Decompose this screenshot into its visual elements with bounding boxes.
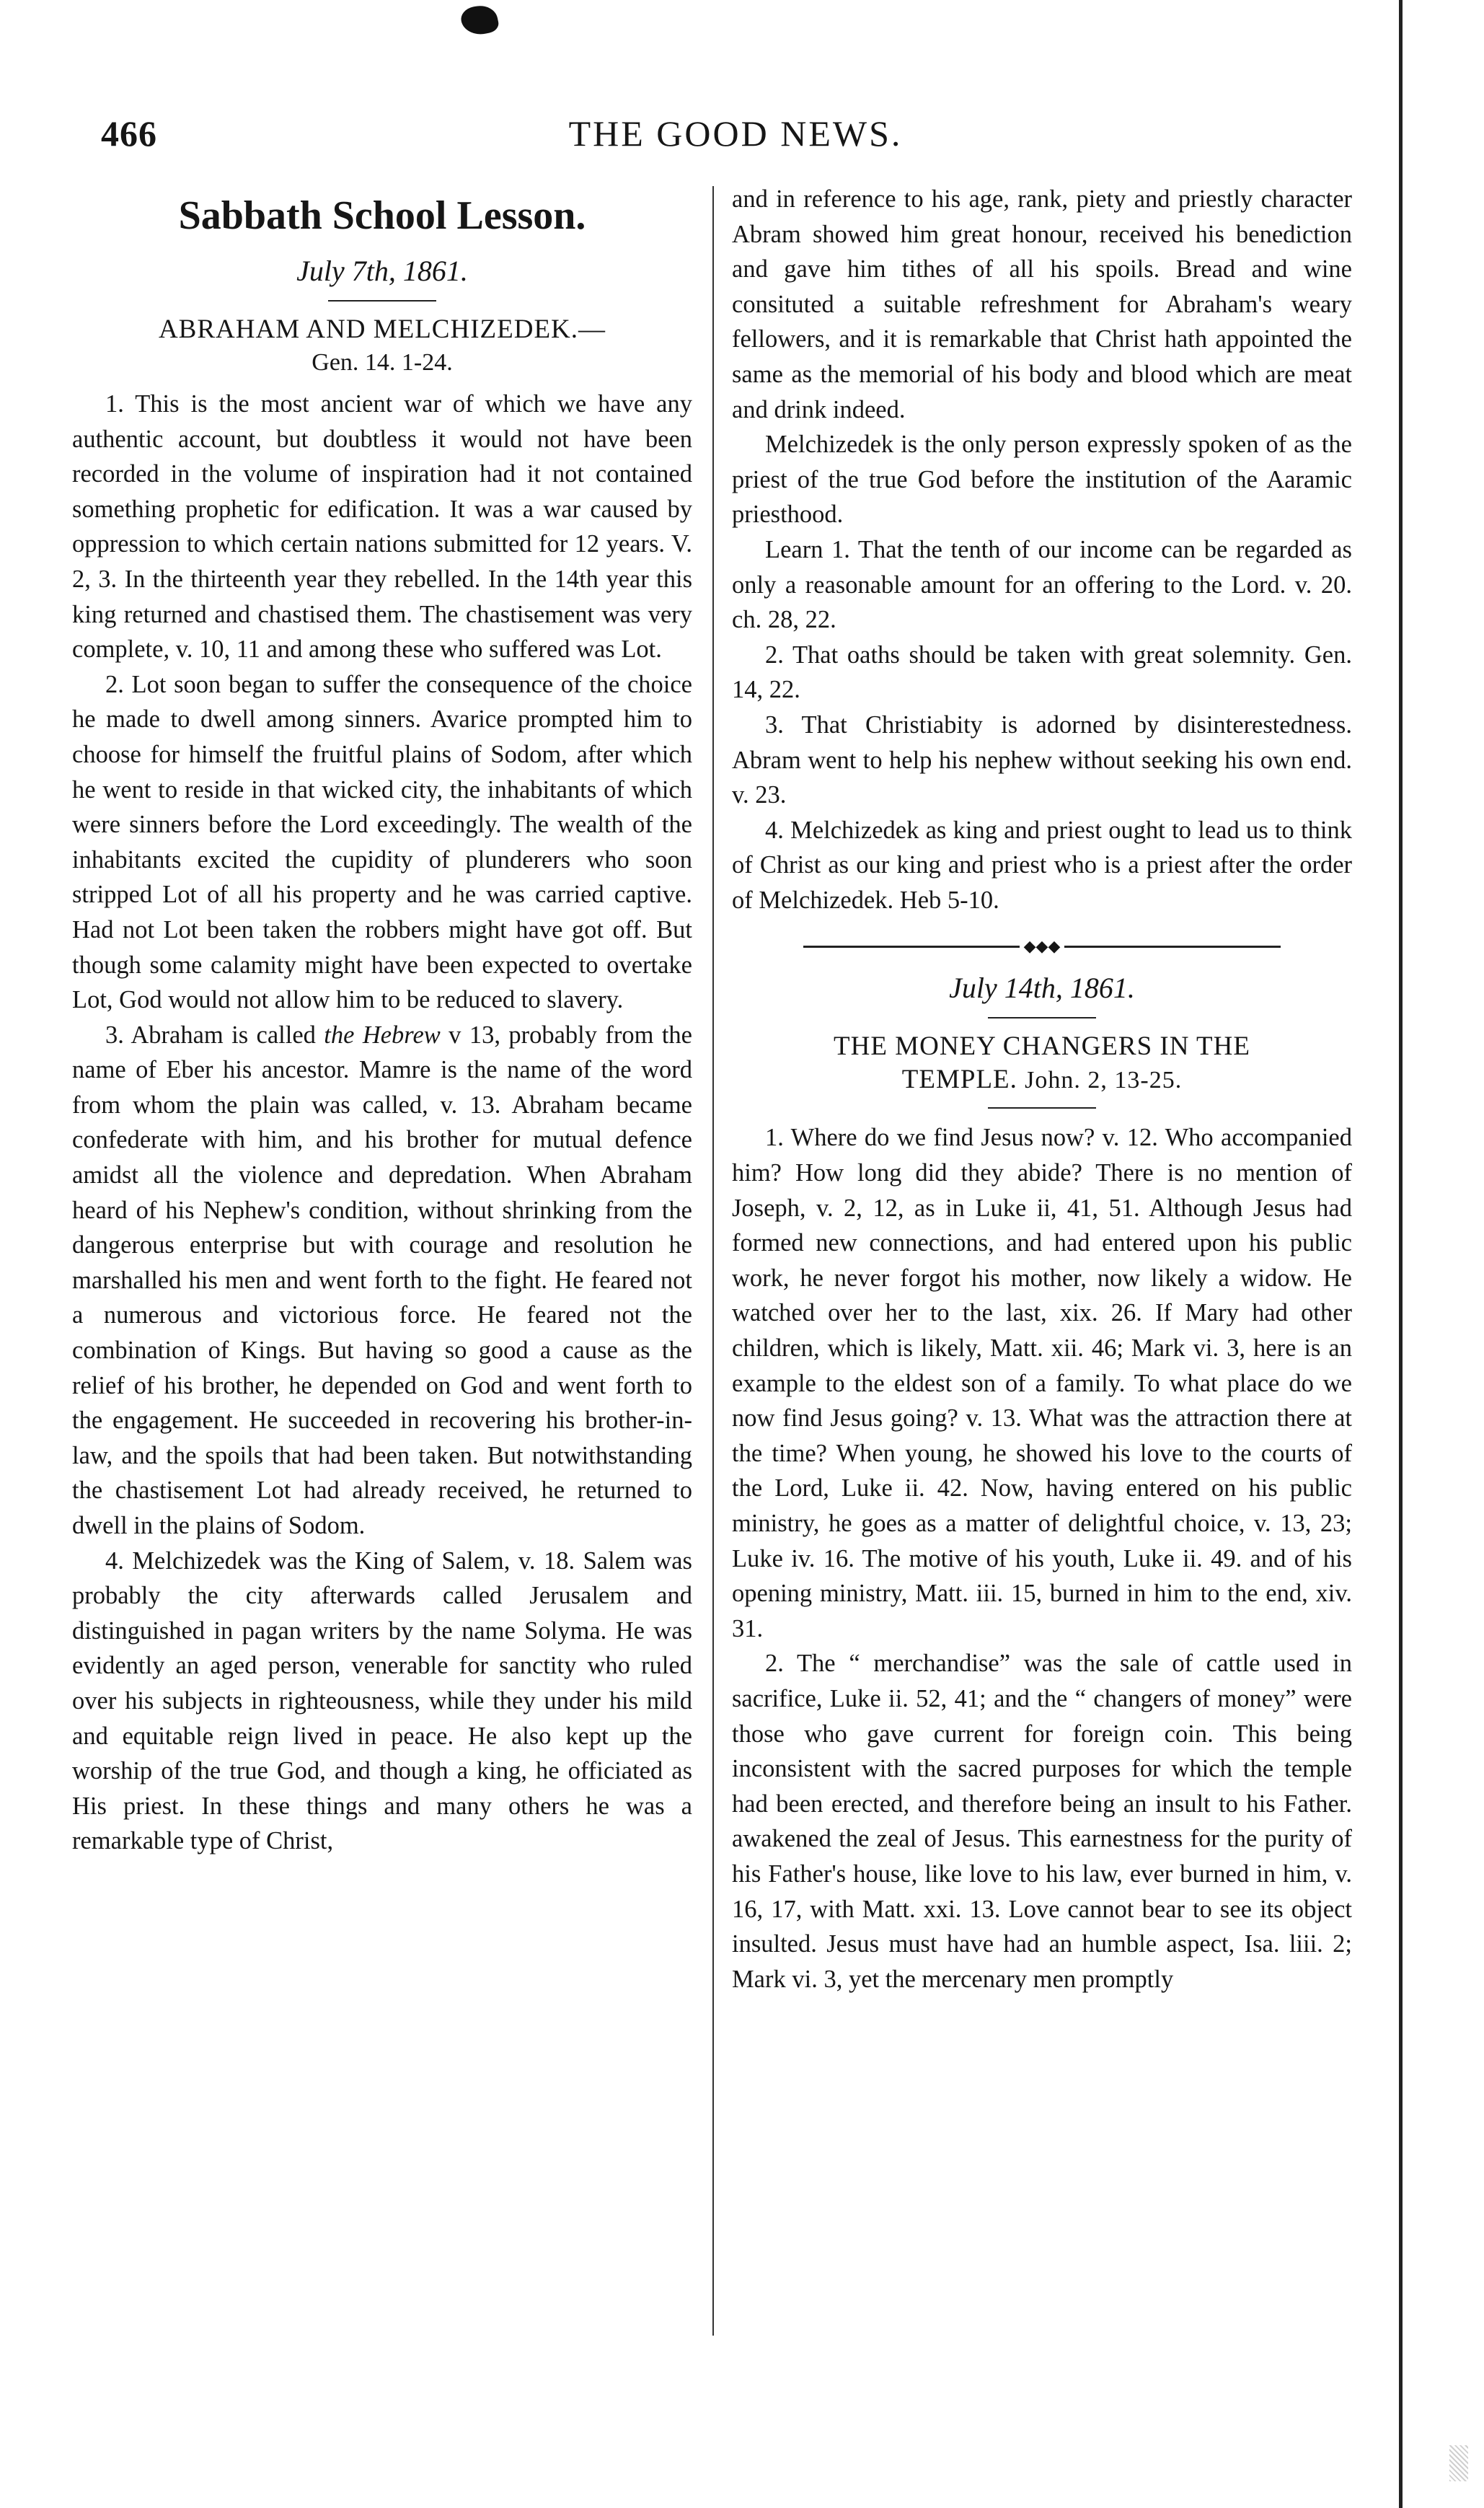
margin-smudge [1449,2445,1468,2481]
short-rule [988,1107,1096,1109]
lesson-date [732,969,1352,1007]
page-header [101,108,1370,159]
lesson-paragraph: 1. Where do we find Jesus now? v. 12. Who accompanied him? How long did they abide? There is no mention of Joseph, v. 2, 12, as in Luke ii, 41, 51. Although Jesus had formed new connections, and had entered upon his public work, he never forgot his mother, now likely a widow. He watched over her to the last, xix. 26. If Mary had other children, which is likely, Matt. xii. 46; Mark vi. 3, here is an example to the eldest son of a family. To what place do we now find Jesus going? v. 13. What was the attraction there at the time? When young, he showed his love to the courts of the Lord, Luke ii. 42. Now, having entered on his public ministry, he goes as a matter of delightful choice, v. 13, 23; Luke iv. 16. The motive of his youth, Luke ii. 49. and of his opening ministry, Matt. iii. 15, burned in him to the end, xiv. 31. [732,1124,1352,1642]
lesson-title [732,1030,1352,1097]
lesson-paragraph: Melchizedek is the only person expressly spoken of as the priest of the true God before the institution of the Aaramic priesthood. [732,431,1352,529]
lesson-title-line [732,1063,1352,1097]
lesson-date-day: July 7th, [296,255,396,287]
ornamental-divider [732,939,1352,954]
divider-bar [1064,946,1281,948]
lesson-point: Learn 1. That the tenth of our income can be regarded as only a reasonable amount for an offering to the Lord. v. 20. ch. 28, 22. [732,535,1352,634]
lesson-title-word: TEMPLE. [901,1065,1017,1095]
running-title: THE GOOD NEWS. [568,113,903,154]
lesson-point: 2. That oaths should be taken with great solemnity. Gen. 14, 22. [732,641,1352,704]
lesson-paragraph [72,1018,692,1544]
scripture-reference: Gen. 14. 1-24. [312,349,453,376]
paragraph-italic: the Hebrew [324,1021,441,1049]
lesson-title-line: THE MONEY CHANGERS IN THE [834,1031,1250,1062]
lesson-paragraph: 1. This is the most ancient war of which we have any authentic account, but doubtless it would not have been recorded in the volume of inspiration had it not contained something prophetic for edification. It was a war caused by oppression to which certain nations submitted for 12 years. V. 2, 3. In the thirteenth year they rebelled. In the 14th year this king returned and chastised them. The chastisement was very complete, v. 10, 11 and among these who suffered was Lot. [72,390,692,664]
divider-bar [803,946,1020,948]
paragraph-rest: v 13, probably from the name of Eber his ancestor. Mamre is the name of the word from whom the plain was called, v. 13. Abraham became confederate with him, and his brother for mutual defence amidst all the violence and depredation. When Abraham heard of his Nephew's condition, without shrinking from the dangerous enterprise but with courage and resolution he marshalled his men and went forth to the fight. He feared not a numerous and victorious force. He feared not the combination of Kings. But having so good a cause as the relief of his brother, he depended on God and went forth to the engagement. He succeeded in recovering his brother-in-law, and the spoils that had been taken. But notwithstanding the chastisement Lot had already received, he returned to dwell in the plains of Sodom. [72,1021,692,1539]
section-masthead: Sabbath School Lesson. [178,193,586,238]
page-number: 466 [101,113,157,154]
column-divider [712,186,714,2336]
short-rule [328,300,436,302]
paragraph-lead: 3. Abraham is called [105,1021,324,1049]
ink-blot [459,2,500,38]
right-column [732,182,1352,1997]
short-rule [988,1017,1096,1018]
lesson-paragraph: 4. Melchizedek was the King of Salem, v. 18. Salem was probably the city afterwards called Jerusalem and distinguished in pagan writers by the name Solyma. He was evidently an aged person, venerable for sanctity who ruled over his subjects in righteousness, while they under his mild and equitable reign lived in peace. He also kept up the worship of the true God, and though a king, he officiated as His priest. In these things and many others he was a remarkable type of Christ, [72,1546,692,1855]
page-edge-line [1399,0,1403,2508]
left-column [72,182,692,1859]
lesson-title: ABRAHAM AND MELCHIZEDEK.— [158,314,606,344]
lesson-date-year: 1861. [1069,972,1135,1005]
lesson-date-year: 1861. [402,255,468,287]
lesson-point: 4. Melchizedek as king and priest ought to lead us to think of Christ as our king and priest who is a priest after the order of Melchizedek. Heb 5-10. [732,816,1352,914]
lesson-date-day: July 14th, [949,972,1063,1005]
lesson-paragraph: 2. The “ merchandise” was the sale of cattle used in sacrifice, Luke ii. 52, 41; and the “ changers of money” were those who gave current for foreign coin. This being inconsistent with the sacred purposes for which the temple had been erected, and therefore being an insult to his Father. awakened the zeal of Jesus. This earnestness for the purity of his Father's house, like love to his law, ever burned in him, v. 16, 17, with Matt. xxi. 13. Love cannot bear to see its object insulted. Jesus must have had an humble aspect, Isa. liii. 2; Mark vi. 3, yet the mercenary men promptly [732,1650,1352,1993]
continued-paragraph: and in reference to his age, rank, piety and priestly character Abram showed him great honour, received his benediction and gave him tithes of all his spoils. Bread and wine consituted a suitable refreshment for Abraham's weary fellowers, and it is remarkable that Christ hath appointed the same as the memorial of his body and blood which are meat and drink indeed. [732,185,1352,423]
lesson-paragraph: 2. Lot soon began to suffer the consequence of the choice he made to dwell among sinners. Avarice prompted him to choose for himself the fruitful plains of Sodom, after which he went to reside in that wicked city, the inhabitants of which were sinners before the Lord exceedingly. The wealth of the inhabitants excited the cupidity of plunderers who soon stripped Lot of all his property and he was carried captive. Had not Lot been taken the robbers might have got off. But though some calamity might have been expected to overtake Lot, God would not allow him to be reduced to slavery. [72,670,692,1014]
lesson-point: 3. That Christiabity is adorned by disinterestedness. Abram went to help his nephew without seeking his own end. v. 23. [732,710,1352,809]
lesson-date [72,252,692,290]
divider-ornament: ◆◆◆ [1023,937,1061,956]
scripture-reference: John. 2, 13-25. [1025,1067,1183,1094]
